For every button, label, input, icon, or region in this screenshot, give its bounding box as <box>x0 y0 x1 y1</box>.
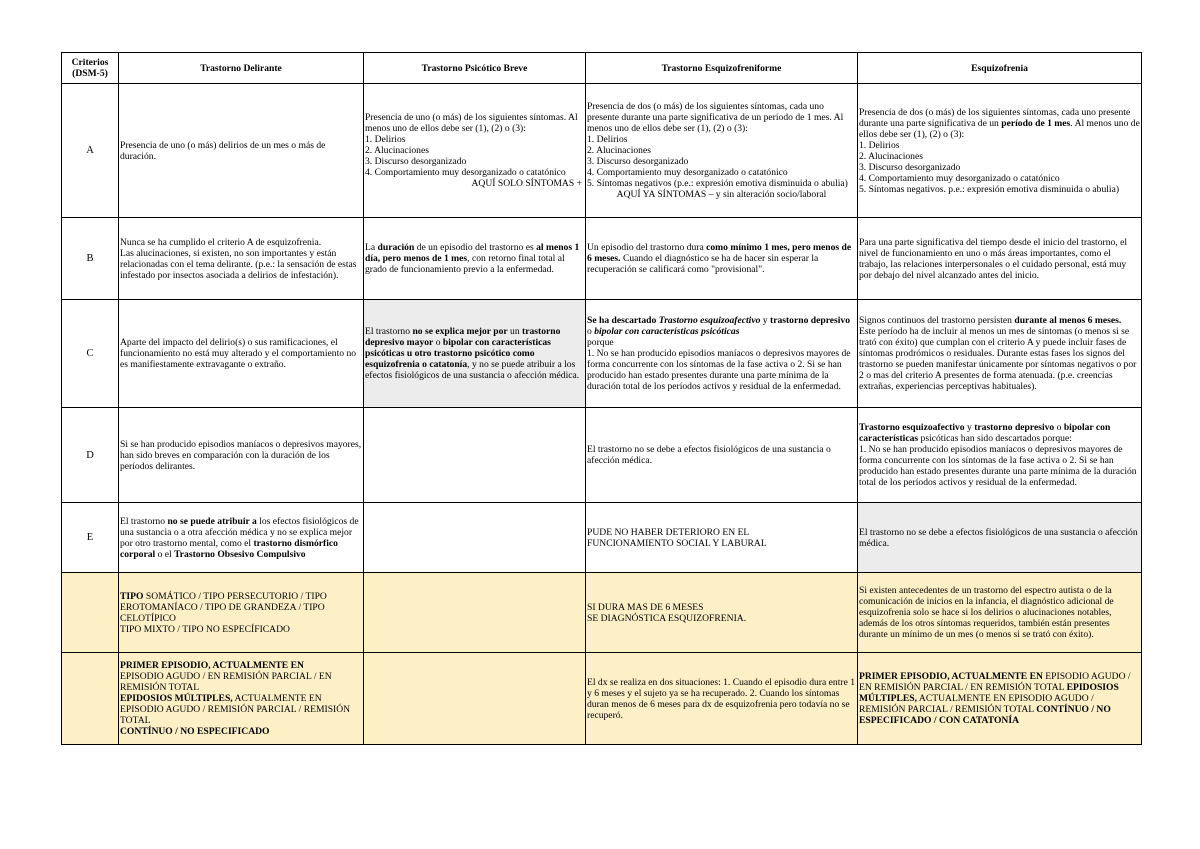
list-item: 2. Alucinaciones <box>859 150 923 162</box>
text-segment-bold: no se explica mejor por <box>412 326 508 337</box>
cell-a-schizophrenia-period: período de 1 mes <box>1001 117 1071 129</box>
header-brief: Trastorno Psicótico Breve <box>364 53 586 84</box>
text-segment: EPISODIO AGUDO / EN REMISIÓN PARCIAL / EN REMISIÓN TOTAL <box>859 671 1131 693</box>
table-row-d <box>62 408 1142 503</box>
table-row-course <box>62 653 1142 745</box>
list-item: 5. Síntomas negativos (p.e.: expresión emotiva disminuida o abulia) <box>587 178 848 189</box>
criterion-label-empty <box>62 653 119 745</box>
text-segment: Signos continuos del trastorno persisten <box>859 315 1015 326</box>
text-segment-bold: al menos 1 día, pero menos de 1 mes <box>365 242 580 264</box>
text-segment: EPISODIO AGUDO / EN REMISIÓN PARCIAL / EN REMISIÓN TOTAL <box>120 671 332 693</box>
cell-c-schizophreniform <box>586 300 858 408</box>
cell-d-brief <box>364 408 586 503</box>
text-segment-bold: trastorno depresivo <box>770 315 851 326</box>
cell-course-schizophreniform: El dx se realiza en dos situaciones: 1. Cuando el episodio dura entre 1 y 6 meses y el sujeto ya se ha recuperado. 2. Cuando los síntomas duran menos de 6 meses para dx de esquizofrenia pero todavía no se recuperó. <box>586 653 858 745</box>
cell-c-brief <box>364 300 586 408</box>
cell-course-brief <box>364 653 586 745</box>
table-row-types <box>62 573 1142 653</box>
text-segment: Un episodio del trastorno dura <box>587 242 707 253</box>
text-segment: o <box>433 337 443 348</box>
text-segment: de un episodio del trastorno es <box>414 242 537 253</box>
cell-e-delusional <box>119 503 364 573</box>
list-item: 3. Discurso desorganizado <box>587 156 689 167</box>
cell-a-schizophreniform-intro: Presencia de dos (o más) de los siguientes síntomas, cada uno presente durante una parte significativa de un período de 1 mes. Al menos uno de ellos debe ser (1), (2) o (3): <box>587 101 844 134</box>
cell-b-delusional-p2: Las alucinaciones, si existen, no son importantes y están relacionadas con el tema delirante. (p.e.: la sensación de estas infestado por insectos asociada a delirios de infestación). <box>120 247 357 281</box>
cell-types-schizophreniform <box>586 573 858 653</box>
text-segment-bold: trastorno depresivo <box>974 422 1055 433</box>
header-schizophreniform: Trastorno Esquizofreniforme <box>586 53 858 84</box>
text-segment: 1. No se han producido episodios maníacos o depresivos mayores de forma concurrente con los síntomas de la fase activa o 2. Si se han producido han estado presentes durante una parte mínima de la duración total de los períodos activos y residual de la enfermedad. <box>859 444 1137 488</box>
cell-b-schizophrenia: Para una parte significativa del tiempo desde el inicio del trastorno, el nivel de funcionamiento en uno o más áreas importantes, como el trabajo, las relaciones interpersonales o el cuidado personal, está muy por debajo del nivel alcanzado antes del inicio. <box>858 218 1142 300</box>
text-segment-bold: no se puede atribuir a <box>167 515 257 527</box>
list-item: 2. Alucinaciones <box>365 145 429 156</box>
cell-a-brief-intro: Presencia de uno (o más) de los siguientes síntomas. Al menos uno de ellos debe ser (1), (2) o (3): <box>365 112 578 134</box>
list-item: 4. Comportamiento muy desorganizado o catatónico <box>365 167 566 178</box>
cell-c-schizophrenia <box>858 300 1142 408</box>
cell-d-schizophrenia <box>858 408 1142 503</box>
text-segment-bold: bipolar con características <box>859 422 1111 444</box>
header-delusional: Trastorno Delirante <box>119 53 364 84</box>
text-segment-bold: EPIDOSIOS MÚLTIPLES, <box>120 693 233 704</box>
text-segment: PUDE NO HABER DETERIORO EN EL <box>587 526 750 538</box>
cell-e-schizophrenia: El trastorno no se debe a efectos fisiológicos de una sustancia o afección médica. <box>858 503 1142 573</box>
criterion-label-c: C <box>62 300 119 408</box>
cell-course-schizophrenia <box>858 653 1142 745</box>
cell-a-schizophreniform <box>586 84 858 218</box>
list-item: 1. Delirios <box>587 134 628 145</box>
cell-e-brief <box>364 503 586 573</box>
cell-course-delusional <box>119 653 364 745</box>
header-schizophrenia: Esquizofrenia <box>858 53 1142 84</box>
text-segment: o <box>587 326 595 337</box>
table-row-b <box>62 218 1142 300</box>
text-segment: 1. No se han producido episodios maníacos o depresivos mayores de forma concurrente con los síntomas de la fase activa o 2. Si se han producido han estado presentes durante una parte mínima de la duración total de los períodos activos y residual de la enfermedad. <box>587 348 851 392</box>
text-segment-bold: trastorno dismórfico corporal <box>120 537 338 560</box>
cell-a-schizophrenia <box>858 84 1142 218</box>
text-segment-bold: bipolar con características psicóticas u otro trastorno psicótico como esquizofrenia o catatonía <box>365 337 551 370</box>
text-segment: Cuando el diagnóstico se ha de hacer sin esperar la recuperación se calificará como "provisional". <box>587 253 819 275</box>
text-segment: El trastorno <box>120 515 168 527</box>
text-segment: Este período ha de incluir al menos un mes de síntomas (o menos si se trató con éxito) que cumplan con el criterio A y puede incluir fases de síntomas prodrómicos o residuales. Durante estas fases los signos del trastorno se pueden manifestar únicamente por síntomas negativos o por 2 o mas del criterio A presentes de forma atenuada. (p.e. creencias extrañas, experiencias perceptivas habituales). <box>859 326 1137 392</box>
text-segment-bold: como mínimo 1 mes, pero menos de 6 meses. <box>587 242 852 264</box>
criterion-label-e: E <box>62 503 119 573</box>
text-segment: ACTUALMENTE EN EPISODIO AGUDO / REMISIÓN PARCIAL / REMISIÓN TOTAL <box>859 693 1094 715</box>
text-segment-bold: EPIDOSIOS MÚLTIPLES, <box>859 682 1119 704</box>
cell-c-delusional: Aparte del impacto del delirio(s) o sus ramificaciones, el funcionamiento no está muy alterado y el comportamiento no es manifiestamente extravagante o extraño. <box>119 300 364 408</box>
text-segment: SE DIAGNÓSTICA ESQUIZOFRENIA. <box>587 612 747 624</box>
text-segment: SI DURA MAS DE 6 MESES <box>587 601 704 613</box>
cell-a-schizophrenia-intro: Presencia de dos (o más) de los siguientes síntomas, cada uno presente durante una parte significativa de un <box>859 106 1131 129</box>
text-segment: y <box>760 315 770 326</box>
cell-e-schizophreniform <box>586 503 858 573</box>
cell-a-brief-note: AQUÍ SOLO SÍNTOMAS + <box>471 178 582 189</box>
text-segment: o <box>1054 422 1064 433</box>
text-segment-bold-italic: Trastorno esquizoafectivo <box>658 315 761 326</box>
header-criteria: Criterios (DSM-5) <box>62 53 119 84</box>
header-row <box>62 53 1142 84</box>
text-segment-bold: durante al menos 6 meses. <box>1014 315 1122 326</box>
list-item: 3. Discurso desorganizado <box>859 161 961 173</box>
text-segment: ACTUALMENTE EN EPISODIO AGUDO / REMISIÓN PARCIAL / REMISIÓN TOTAL <box>120 693 351 726</box>
cell-b-delusional-p1: Nunca se ha cumplido el criterio A de esquizofrenia. <box>120 236 322 248</box>
cell-b-brief <box>364 218 586 300</box>
cell-d-delusional: Si se han producido episodios maníacos o depresivos mayores, han sido breves en comparación con la duración de los períodos delirantes. <box>119 408 364 503</box>
text-segment-bold: Se ha descartado <box>587 315 659 326</box>
list-item: 1. Delirios <box>365 134 406 145</box>
text-segment: , con retorno final total al grado de funcionamiento previo a la enfermedad. <box>365 253 565 275</box>
text-segment: , y no se puede atribuir a los efectos fisiológicos de una sustancia o afección médica. <box>365 359 580 381</box>
text-segment-bold: CONTÍNUO / NO ESPECIFICADO / CON CATATONÍA <box>859 704 1111 726</box>
table-row-a <box>62 84 1142 218</box>
text-segment: TIPO MIXTO / TIPO NO ESPECÍFICADO <box>120 623 290 635</box>
criterion-label-a: A <box>62 84 119 218</box>
cell-types-brief <box>364 573 586 653</box>
text-segment-bold: Trastorno esquizoafectivo <box>859 422 965 433</box>
text-segment-bold: PRIMER EPISODIO, ACTUALMENTE EN <box>859 671 1043 682</box>
text-segment-bold: Trastorno Obsesivo Compulsivo <box>174 548 306 560</box>
text-segment-bold: TIPO <box>120 590 144 602</box>
text-segment: porque <box>587 337 614 348</box>
text-segment: un <box>507 326 523 337</box>
text-segment: SOMÁTICO / TIPO PERSECUTORIO / TIPO EROTOMANÍACO / TIPO DE GRANDEZA / TIPO CELOTÍPICO <box>120 590 327 624</box>
list-item: 3. Discurso desorganizado <box>365 156 467 167</box>
cell-a-schizophreniform-note: AQUÍ YA SÍNTOMAS – y sin alteración socio/laboral <box>616 189 827 200</box>
cell-a-delusional: Presencia de uno (o más) delirios de un mes o más de duración. <box>119 84 364 218</box>
list-item: 4. Comportamiento muy desorganizado o catatónico <box>587 167 788 178</box>
cell-a-schizophrenia-intro-end: . Al menos uno de ellos debe ser (1), (2) o (3): <box>859 117 1140 140</box>
text-segment: El trastorno <box>365 326 413 337</box>
criterion-label-empty <box>62 573 119 653</box>
text-segment: los efectos fisiológicos de una sustancia o a otra afección médica y no se explica mejor por otro trastorno mental, como el <box>120 515 359 549</box>
criterion-label-b: B <box>62 218 119 300</box>
list-item: 2. Alucinaciones <box>587 145 651 156</box>
text-segment: o el <box>155 548 175 560</box>
table-row-e <box>62 503 1142 573</box>
table-row-c <box>62 300 1142 408</box>
cell-d-schizophreniform: El trastorno no se debe a efectos fisiológicos de una sustancia o afección médica. <box>586 408 858 503</box>
cell-b-delusional <box>119 218 364 300</box>
cell-types-delusional <box>119 573 364 653</box>
text-segment-bold: duración <box>377 242 415 253</box>
list-item: 5. Síntomas negativos. p.e.: expresión emotiva disminuida o abulia) <box>859 183 1120 195</box>
text-segment: y <box>964 422 975 433</box>
cell-types-schizophrenia: Si existen antecedentes de un trastorno del espectro autista o de la comunicación de inicios en la infancia, el diagnóstico adicional de esquizofrenia solo se hace si los delirios o alucinaciones notables, además de los otros síntomas requeridos, también están presentes durante un mínimo de un mes (o menos si se trató con éxito). <box>858 573 1142 653</box>
text-segment-bold-italic: bipolar con características psicóticas <box>594 326 740 337</box>
list-item: 4. Comportamiento muy desorganizado o catatónico <box>859 172 1060 184</box>
criterion-label-d: D <box>62 408 119 503</box>
text-segment-bold: trastorno depresivo mayor <box>365 326 561 348</box>
cell-a-brief <box>364 84 586 218</box>
list-item: 1. Delirios <box>859 139 900 151</box>
text-segment: La <box>365 242 378 253</box>
text-segment: psicóticas han sido descartados porque: <box>918 433 1072 444</box>
text-segment-bold: PRIMER EPISODIO, ACTUALMENTE EN <box>120 660 304 671</box>
text-segment-bold: CONTÍNUO / NO ESPECIFICADO <box>120 726 270 737</box>
cell-b-schizophreniform <box>586 218 858 300</box>
text-segment: FUNCIONAMIENTO SOCIAL Y LABURAL <box>587 537 767 549</box>
dsm5-criteria-table <box>61 52 1142 745</box>
